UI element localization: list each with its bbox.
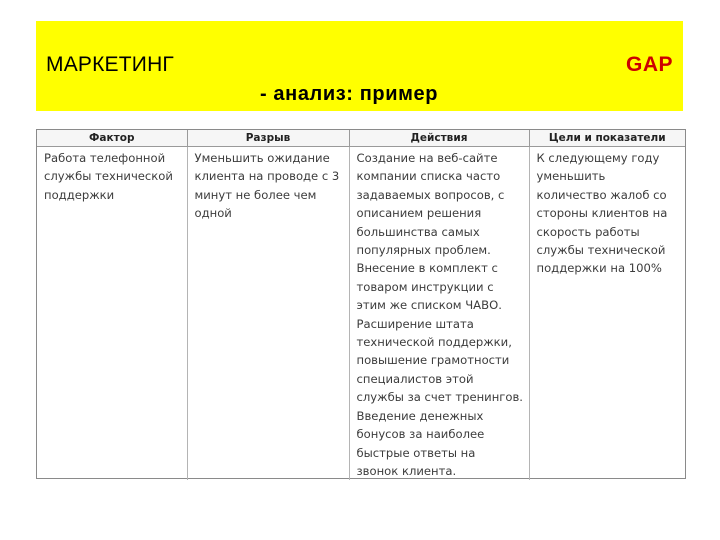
title-banner	[36, 21, 683, 111]
cell-line: клиента на проводе с 3	[194, 169, 340, 184]
header-gap: Разрыв	[187, 130, 349, 147]
cell-line: поддержки на 100%	[536, 261, 662, 276]
cell-line: Внесение в комплект с	[356, 261, 498, 276]
cell-line: стороны клиентов на	[536, 206, 668, 221]
cell-line: звонок клиента.	[356, 463, 457, 478]
cell-actions	[349, 147, 529, 481]
cell-line: задаваемых вопросов, с	[356, 187, 505, 202]
cell-line: специалистов этой	[356, 371, 474, 386]
cell-line: Работа телефонной	[44, 151, 166, 165]
cell-line: К следующему году	[536, 151, 660, 165]
cell-line: поддержки	[44, 187, 115, 202]
slide-title: МАРКЕТИНГ	[46, 53, 175, 76]
cell-goals	[529, 147, 685, 481]
cell-line: популярных проблем.	[356, 243, 491, 258]
cell-line: компании списка часто	[356, 169, 501, 184]
table-row	[37, 147, 685, 481]
cell-line: скорость работы	[536, 224, 640, 239]
cell-line: Введение денежных	[356, 408, 484, 423]
cell-line: большинства самых	[356, 224, 480, 239]
gap-analysis-table	[37, 130, 685, 480]
cell-gap	[187, 147, 349, 481]
cell-line: бонусов за наиболее	[356, 427, 485, 442]
cell-line: Расширение штата	[356, 316, 474, 331]
cell-line: технической поддержки,	[356, 335, 512, 350]
cell-line: повышение грамотности	[356, 353, 510, 368]
table-header-row	[37, 130, 685, 147]
gap-label: GAP	[625, 53, 673, 76]
cell-line: этим же списком ЧАВО.	[356, 298, 502, 313]
cell-line: Создание на веб-сайте	[356, 151, 498, 165]
cell-line: количество жалоб со	[536, 187, 667, 202]
cell-line: Уменьшить ожидание	[194, 151, 330, 165]
header-actions: Действия	[349, 130, 529, 147]
cell-line: одной	[194, 206, 232, 221]
cell-line: службы технической	[44, 169, 173, 184]
slide-subtitle: - анализ: пример	[260, 83, 439, 105]
cell-line: товаром инструкции с	[356, 279, 494, 294]
cell-line: быстрые ответы на	[356, 445, 476, 460]
header-factor: Фактор	[37, 130, 187, 147]
cell-line: описанием решения	[356, 206, 482, 221]
gap-analysis-table-image	[36, 129, 686, 479]
cell-line: уменьшить	[536, 169, 606, 184]
header-goals: Цели и показатели	[529, 130, 685, 147]
cell-line: службы за счет тренингов.	[356, 390, 523, 405]
cell-line: службы технической	[536, 243, 666, 258]
cell-factor	[37, 147, 187, 481]
cell-line: минут не более чем	[194, 187, 317, 202]
